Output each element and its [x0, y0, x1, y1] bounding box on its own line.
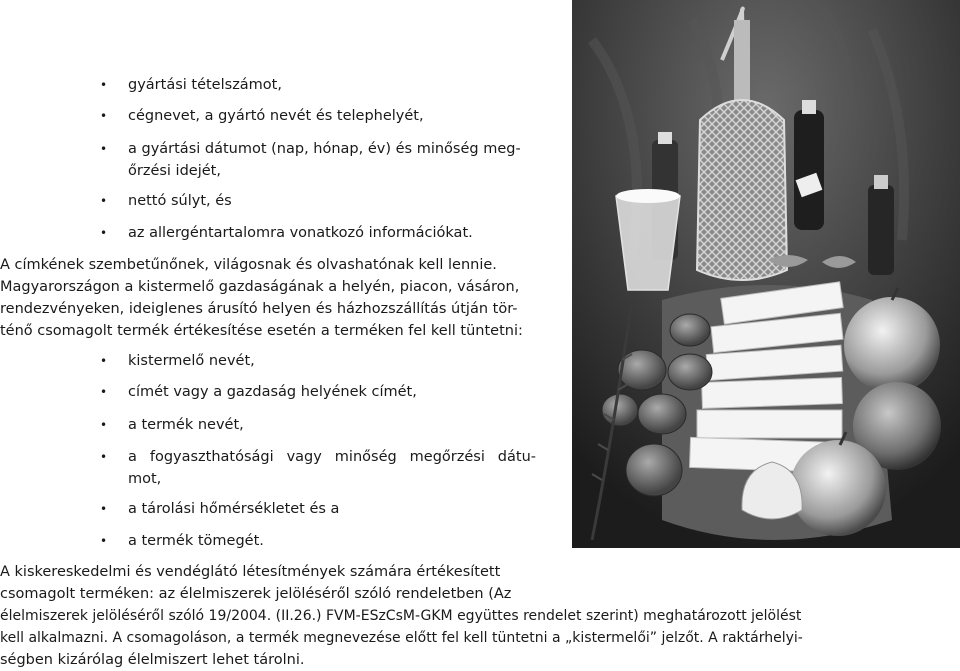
paragraph-line: ségben kizárólag élelmiszert lehet tárolni. — [0, 652, 305, 668]
list-item — [100, 530, 536, 552]
paragraph-line: élelmiszerek jelöléséről szóló 19/2004. (II.26.) FVM-ESzCsM-GKM együttes rendelet szerint) meghatározott jelölést — [0, 608, 802, 624]
list-item — [100, 105, 536, 127]
bullet-icon: • — [100, 385, 108, 399]
list-item-text: a termék nevét, — [128, 417, 244, 433]
list-item — [100, 498, 536, 520]
bullet-icon: • — [100, 109, 108, 123]
bullet-icon: • — [100, 534, 108, 548]
list-item-text-cont: őrzési idejét, — [128, 163, 221, 179]
list-item-text: a gyártási dátumot (nap, hónap, év) és minőség meg- — [128, 141, 521, 157]
paragraph-line: ténő csomagolt termék értékesítése esetén a terméken fel kell tüntetni: — [0, 323, 523, 339]
list-item — [100, 74, 536, 96]
paragraph-line: Magyarországon a kistermelő gazdaságának a helyén, piacon, vásáron, — [0, 279, 520, 295]
list-item-text: címét vagy a gazdaság helyének címét, — [128, 384, 417, 400]
bullet-icon: • — [100, 450, 108, 464]
list-item — [100, 190, 536, 212]
bullet-icon: • — [100, 418, 108, 432]
list-item-text-cont: mot, — [128, 471, 162, 487]
list-item-text: a tárolási hőmérsékletet és a — [128, 501, 340, 517]
bullet-icon: • — [100, 226, 108, 240]
list-item-text: a fogyaszthatósági vagy minőség megőrzési dátu- — [128, 449, 536, 465]
bullet-icon: • — [100, 78, 108, 92]
bullet-icon: • — [100, 502, 108, 516]
list-item-text: gyártási tételszámot, — [128, 77, 282, 93]
list-item-text: az allergéntartalomra vonatkozó információkat. — [128, 225, 473, 241]
paragraph-line: csomagolt terméken: az élelmiszerek jelöléséről szóló rendeletben (Az — [0, 586, 512, 602]
still-life-illustration — [572, 0, 960, 548]
paragraph-line: A címkének szembetűnőnek, világosnak és olvashatónak kell lennie. — [0, 257, 497, 273]
list-item — [100, 222, 536, 244]
list-item-text: a termék tömegét. — [128, 533, 264, 549]
product-photo — [572, 0, 960, 548]
list-item — [100, 138, 536, 182]
list-item-text: nettó súlyt, és — [128, 193, 232, 209]
list-item-text: kistermelő nevét, — [128, 353, 255, 369]
list-item — [100, 381, 536, 403]
list-item — [100, 446, 536, 490]
paragraph-line: A kiskereskedelmi és vendéglátó létesítmények számára értékesített — [0, 564, 501, 580]
bullet-icon: • — [100, 142, 108, 156]
bullet-icon: • — [100, 194, 108, 208]
paragraph-line: kell alkalmazni. A csomagoláson, a termék megnevezése előtt fel kell tüntetni a „kistermelői” jelzőt. A raktárhelyi- — [0, 630, 803, 646]
list-item — [100, 350, 536, 372]
list-item — [100, 414, 536, 436]
paragraph-line: rendezvényeken, ideiglenes árusító helyen és házhozszállítás útján tör- — [0, 301, 518, 317]
bullet-icon: • — [100, 354, 108, 368]
list-item-text: cégnevet, a gyártó nevét és telephelyét, — [128, 108, 424, 124]
